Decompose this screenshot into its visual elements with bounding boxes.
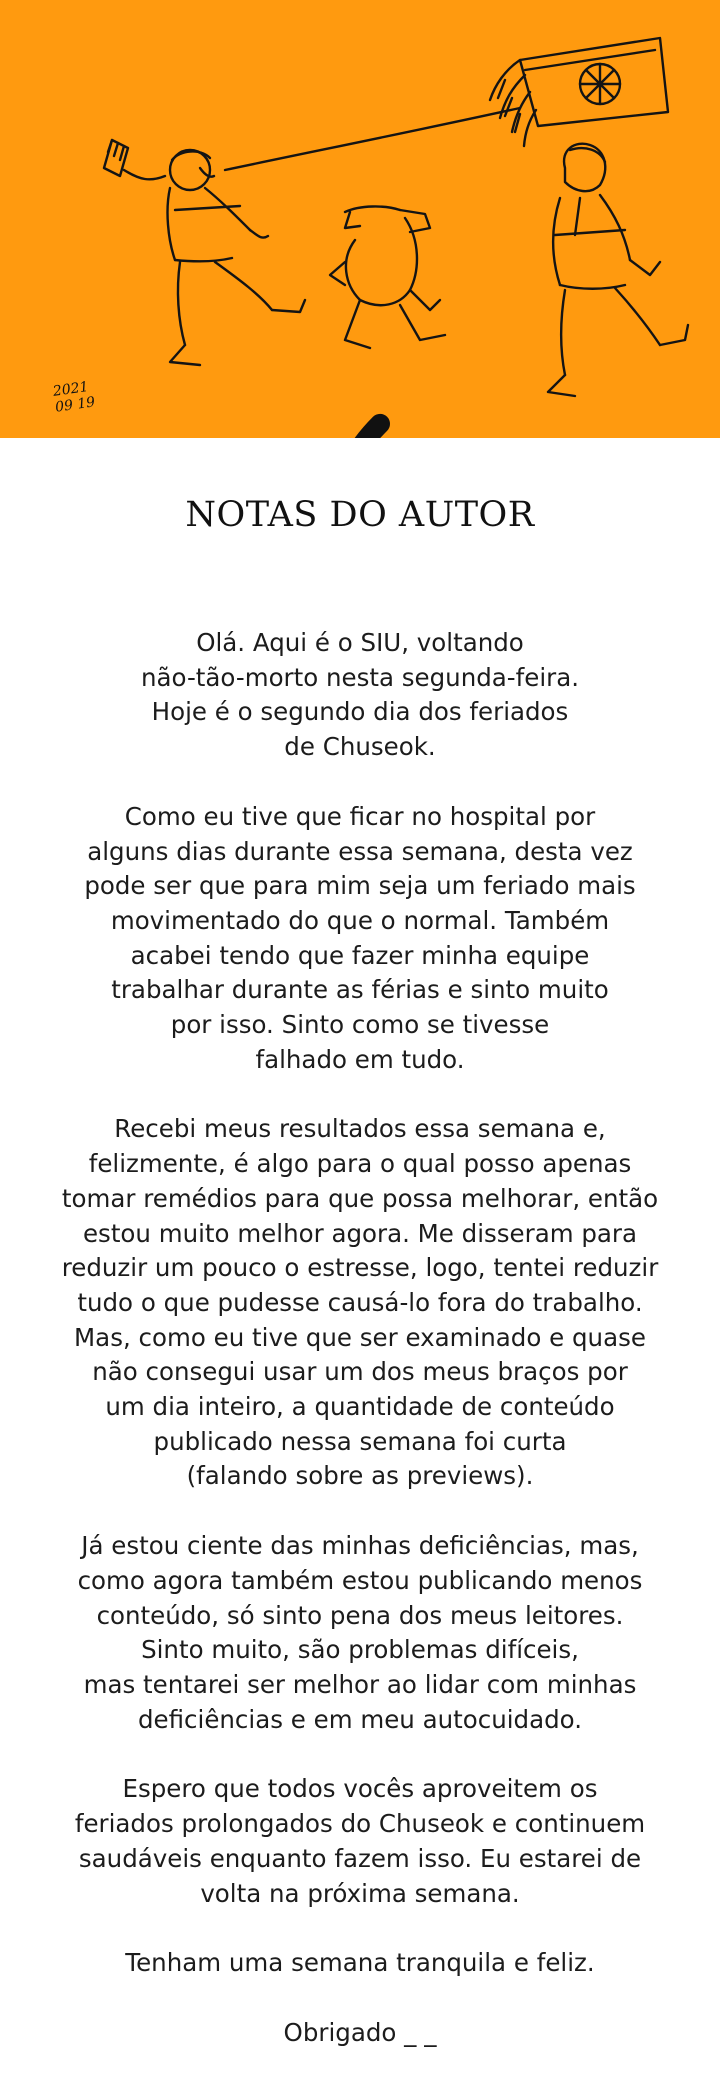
note-paragraph: [60, 2016, 660, 2051]
note-line: reduzir um pouco o estresse, logo, tentei reduzir: [61, 1253, 659, 1283]
note-line: acabei tendo que fazer minha equipe: [130, 940, 590, 970]
note-line: estou muito melhor agora. Me disseram para: [82, 1218, 638, 1248]
signature-date: [52, 378, 96, 415]
page-title: NOTAS DO AUTOR: [185, 495, 535, 535]
signature-year: 2021: [52, 379, 90, 400]
note-line: Sinto muito, são problemas difíceis,: [141, 1635, 579, 1665]
note-line: falhado em tudo.: [255, 1044, 465, 1074]
note-line: feriados prolongados do Chuseok e continuem: [74, 1809, 646, 1839]
note-paragraph: [60, 1112, 660, 1494]
note-paragraph: [60, 800, 660, 1078]
note-line: pode ser que para mim seja um feriado mais: [84, 871, 636, 901]
note-line: saudáveis enquanto fazem isso. Eu estarei de: [78, 1843, 642, 1873]
note-line: não consegui usar um dos meus braços por: [92, 1357, 628, 1387]
note-line: tudo o que pudesse causá-lo fora do trabalho.: [77, 1287, 643, 1317]
note-line: Mas, como eu tive que ser examinado e quase: [74, 1322, 646, 1352]
author-notes-body: [60, 626, 660, 2086]
note-line: Recebi meus resultados essa semana e,: [114, 1114, 606, 1144]
note-line: felizmente, é algo para o qual posso apenas: [88, 1149, 632, 1179]
kite-icon: [490, 38, 668, 146]
child-left-icon: [104, 140, 305, 365]
note-line: Obrigado _ _: [283, 2017, 437, 2047]
note-line: Como eu tive que ficar no hospital por: [124, 801, 596, 831]
note-line: por isso. Sinto como se tivesse: [170, 1010, 550, 1040]
note-line: alguns dias durante essa semana, desta vez: [87, 836, 633, 866]
note-paragraph: [60, 1946, 660, 1981]
note-line: tomar remédios para que possa melhorar, então: [61, 1183, 659, 1213]
note-line: trabalhar durante as férias e sinto muito: [111, 975, 609, 1005]
note-line: Olá. Aqui é o SIU, voltando: [196, 628, 524, 657]
note-line: Espero que todos vocês aproveitem os: [122, 1774, 598, 1804]
note-line: um dia inteiro, a quantidade de conteúdo: [105, 1392, 615, 1422]
note-line: de Chuseok.: [284, 732, 436, 762]
signature-day: 09 19: [54, 394, 97, 416]
header-illustration: [0, 0, 720, 438]
signature-glyph-icon: [30, 384, 720, 438]
running-children-kite-illustration: [0, 0, 720, 438]
note-line: não-tão-morto nesta segunda-feira.: [140, 662, 580, 692]
note-line: como agora também estou publicando menos: [77, 1565, 643, 1595]
dog-icon: [330, 206, 445, 348]
note-line: (falando sobre as previews).: [186, 1461, 534, 1491]
note-line: mas tentarei ser melhor ao lidar com minhas: [83, 1669, 637, 1699]
note-line: Tenham uma semana tranquila e feliz.: [125, 1948, 595, 1978]
note-line: volta na próxima semana.: [200, 1878, 520, 1908]
note-line: movimentado do que o normal. Também: [110, 905, 610, 935]
note-line: Já estou ciente das minhas deficiências, mas,: [81, 1531, 639, 1561]
note-line: deficiências e em meu autocuidado.: [137, 1704, 583, 1734]
child-right-icon: [548, 144, 688, 396]
note-paragraph: [60, 1529, 660, 1737]
note-line: publicado nessa semana foi curta: [153, 1426, 567, 1456]
note-line: Hoje é o segundo dia dos feriados: [151, 697, 569, 727]
artist-signature: [30, 379, 100, 434]
note-paragraph: [60, 626, 660, 765]
note-paragraph: [60, 1772, 660, 1911]
note-line: conteúdo, só sinto pena dos meus leitores.: [96, 1600, 624, 1630]
